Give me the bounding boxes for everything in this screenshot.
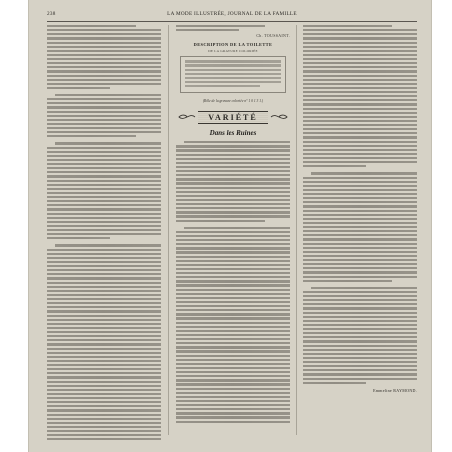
page-header — [47, 11, 417, 21]
signature-top: Ch. TOUSSAINT. — [256, 33, 290, 39]
article-title: Dans les Ruines — [209, 129, 257, 138]
section-subheading: DE LA GRAVURE COLORIÉE — [208, 49, 258, 54]
column-divider — [296, 25, 297, 435]
author-signature: Emmeline RAYMOND. — [373, 387, 417, 393]
flourish-icon — [270, 111, 288, 123]
banner-title: VARIÉTÉ — [198, 111, 267, 124]
flourish-icon — [178, 111, 196, 123]
variete-banner — [178, 107, 288, 127]
middle-column — [176, 25, 290, 440]
left-column-text — [47, 25, 161, 440]
right-column — [303, 25, 417, 440]
engraving-caption: (Rôle de la gravure coloriée n° 1 0 1 3 1.) — [202, 99, 264, 104]
column-divider — [168, 25, 169, 435]
newspaper-page — [28, 0, 432, 452]
description-box — [180, 56, 286, 93]
journal-title: LA MODE ILLUSTRÉE, JOURNAL DE LA FAMILLE — [167, 11, 297, 17]
page-number: 238 — [47, 11, 56, 17]
section-heading: DESCRIPTION DE LA TOILETTE — [193, 42, 273, 48]
header-rule — [47, 21, 417, 22]
